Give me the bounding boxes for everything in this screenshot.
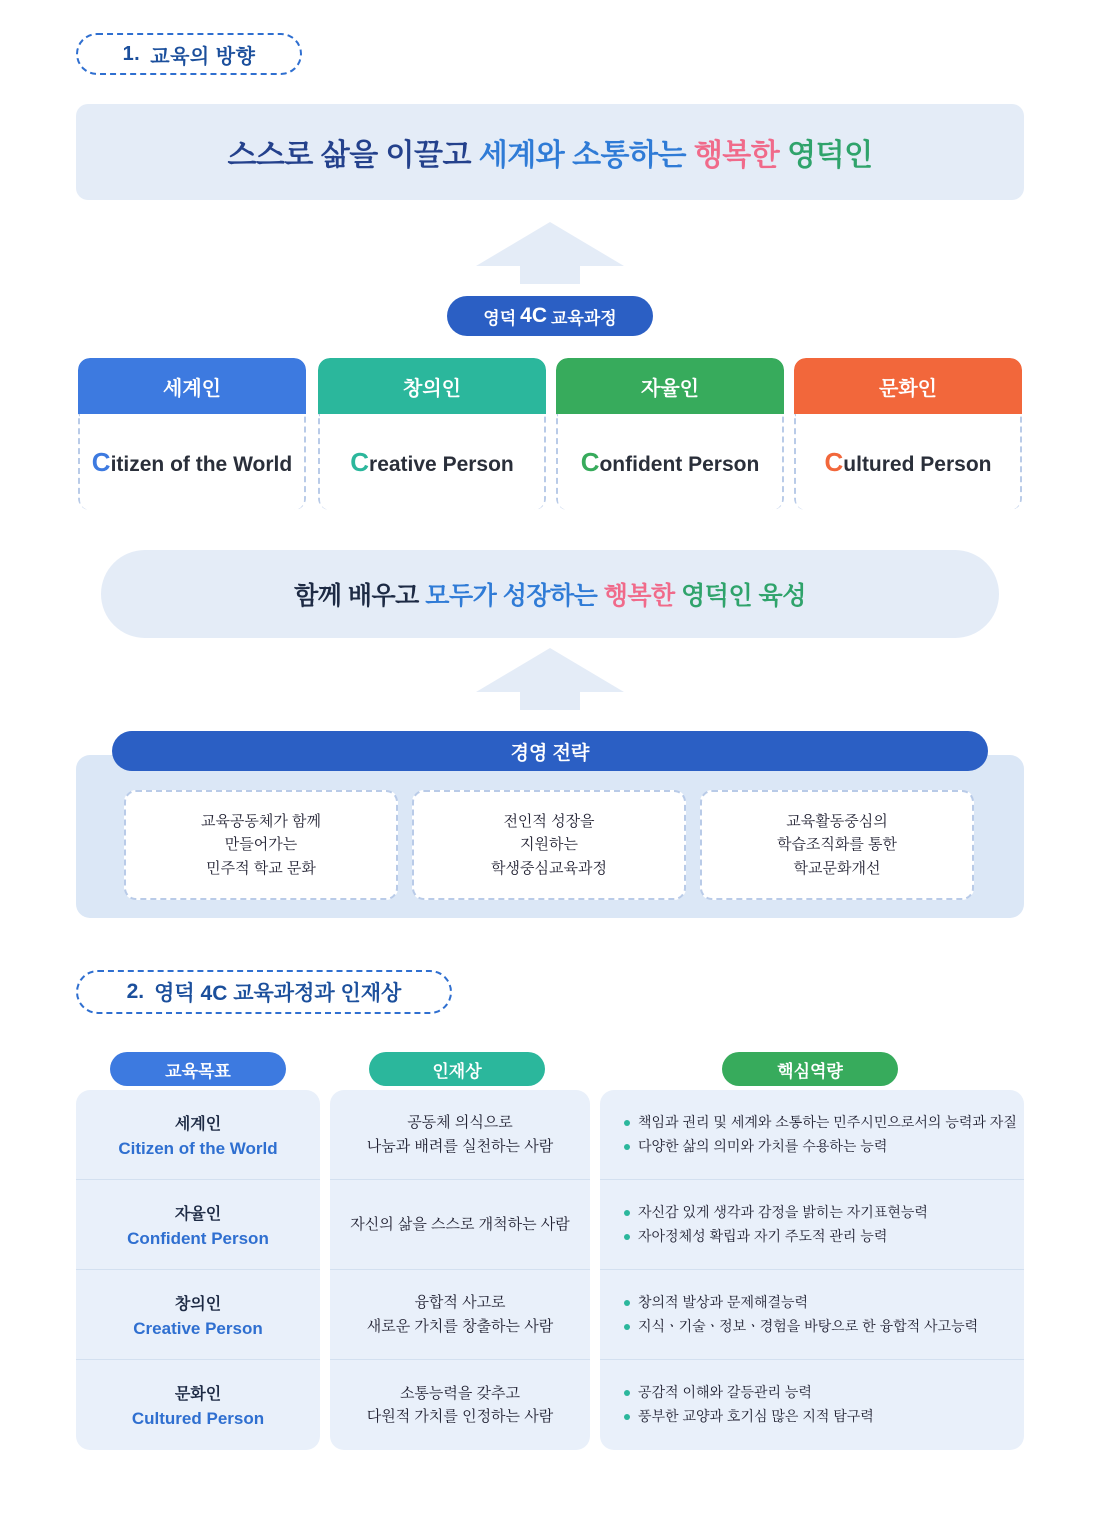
strategy-card-2-text xyxy=(491,810,607,880)
up-arrow-to-goal xyxy=(476,648,624,715)
notch-icon xyxy=(898,414,918,424)
table-row xyxy=(330,1180,590,1270)
section-2-number: 2. xyxy=(126,980,145,1003)
goal-english: Creative Person xyxy=(133,1318,263,1338)
up-arrow-to-vision xyxy=(476,222,624,289)
table-row xyxy=(76,1180,320,1270)
four-c-card-2-head: 자율인 xyxy=(556,358,784,414)
strategy-card-3-line-1: 교육활동중심의 xyxy=(786,813,888,831)
competency-column xyxy=(600,1090,1024,1450)
notch-icon xyxy=(422,414,442,424)
talent-text xyxy=(350,1213,570,1236)
strategy-card-3-text xyxy=(777,810,897,880)
goal-english: Cultured Person xyxy=(131,1409,265,1428)
competency-item: 풍부한 교양과 호기심 많은 지적 탐구력 xyxy=(622,1405,1002,1429)
strategy-card-3 xyxy=(700,790,974,900)
section-2-title: 영덕 4C 교육과정과 인재상 xyxy=(154,982,402,1005)
strategy-card-2-line-1: 전인적 성장을 xyxy=(503,813,595,831)
four-c-card-3-body xyxy=(794,414,1022,510)
four-c-card-3-english: Cultured Person xyxy=(824,446,992,477)
table-row xyxy=(600,1090,1024,1180)
strategy-card-1-text xyxy=(201,810,321,880)
table-row xyxy=(76,1270,320,1360)
competency-item: 자신감 있게 생각과 감정을 밝히는 자기표현능력 xyxy=(622,1201,1002,1225)
strategy-card-2-line-3: 학생중심교육과정 xyxy=(491,859,607,877)
goal-column xyxy=(76,1090,320,1450)
table-row xyxy=(330,1270,590,1360)
four-c-card-2-english: Confident Person xyxy=(580,446,760,477)
notch-icon xyxy=(182,414,202,424)
strategy-card-2-line-2: 지원하는 xyxy=(520,836,578,854)
column-header-competency: 핵심역량 xyxy=(722,1052,898,1086)
column-header-goal: 교육목표 xyxy=(110,1052,286,1086)
vision-part-3: 행복한 xyxy=(693,139,788,172)
curriculum-suffix: 교육과정 xyxy=(551,308,617,328)
strategy-card-1-line-3: 민주적 학교 문화 xyxy=(206,859,316,877)
talent-text xyxy=(367,1382,553,1429)
competency-item: 창의적 발상과 문제해결능력 xyxy=(622,1291,1002,1315)
strategy-card-1-line-2: 만들어가는 xyxy=(224,836,298,854)
talent-line-2: 다원적 가치를 인정하는 사람 xyxy=(366,1408,554,1425)
vision-part-2: 세계와 소통하는 xyxy=(478,139,694,172)
talent-text xyxy=(367,1291,553,1338)
four-c-card-0-english: Citizen of the World xyxy=(91,446,293,477)
section-tag-2 xyxy=(76,970,452,1014)
four-c-card-3-head: 문화인 xyxy=(794,358,1022,414)
four-c-card-1-head: 창의인 xyxy=(318,358,546,414)
four-c-card-1-english: Creative Person xyxy=(350,446,514,477)
goal-part-3: 행복한 xyxy=(603,582,682,610)
strategy-card-3-line-2: 학습조직화를 통한 xyxy=(776,836,898,854)
goal-korean: 창의인 xyxy=(174,1295,222,1313)
talent-line-2: 새로운 가치를 창출하는 사람 xyxy=(366,1317,554,1335)
table-row xyxy=(600,1180,1024,1270)
goal-banner xyxy=(101,550,999,638)
competency-item: 다양한 삶의 의미와 가치를 수용하는 능력 xyxy=(622,1135,1002,1159)
talent-text xyxy=(367,1111,553,1158)
notch-icon xyxy=(660,414,680,424)
section-tag-1 xyxy=(76,33,302,75)
talent-line-1: 자신의 삶을 스스로 개척하는 사람 xyxy=(350,1215,570,1233)
vision-part-4: 영덕인 xyxy=(787,139,873,172)
curriculum-label-pill xyxy=(447,296,653,336)
strategy-heading: 경영 전략 xyxy=(112,731,988,771)
strategy-card-1 xyxy=(124,790,398,900)
goal-korean: 자율인 xyxy=(174,1205,222,1223)
talent-line-1: 공동체 의식으로 xyxy=(407,1114,513,1132)
competency-item: 책임과 권리 및 세계와 소통하는 민주시민으로서의 능력과 자질 xyxy=(622,1111,1002,1135)
four-c-card-0-head: 세계인 xyxy=(78,358,306,414)
curriculum-emphasis: 4C xyxy=(520,304,547,327)
talent-line-1: 소통능력을 갖추고 xyxy=(399,1384,521,1402)
four-c-card-cultured xyxy=(794,358,1022,510)
vision-statement xyxy=(227,130,872,174)
talent-column xyxy=(330,1090,590,1450)
vision-part-1: 스스로 삶을 이끌고 xyxy=(227,139,479,172)
four-c-card-0-body xyxy=(78,414,306,510)
four-c-card-confident xyxy=(556,358,784,510)
curriculum-prefix: 영덕 xyxy=(483,308,517,328)
talent-line-1: 융합적 사고로 xyxy=(414,1294,506,1312)
goal-part-4: 영덕인 육성 xyxy=(681,582,806,610)
four-c-card-creative xyxy=(318,358,546,510)
four-c-card-2-body xyxy=(556,414,784,510)
competency-item: 공감적 이해와 갈등관리 능력 xyxy=(622,1381,1002,1405)
section-1-title: 교육의 방향 xyxy=(150,45,256,68)
competency-item: 지식ㆍ기술ㆍ정보ㆍ경험을 바탕으로 한 융합적 사고능력 xyxy=(622,1315,1002,1339)
table-row xyxy=(600,1360,1024,1450)
four-c-card-1-body xyxy=(318,414,546,510)
goal-korean: 세계인 xyxy=(174,1115,222,1133)
competency-item: 자아정체성 확립과 자기 주도적 관리 능력 xyxy=(622,1225,1002,1249)
talent-line-2: 나눔과 배려를 실천하는 사람 xyxy=(366,1137,554,1155)
strategy-card-1-line-1: 교육공동체가 함께 xyxy=(200,813,322,831)
goal-korean: 문화인 xyxy=(174,1386,222,1403)
section-1-number: 1. xyxy=(122,42,141,65)
goal-statement xyxy=(294,576,806,612)
goal-part-2: 모두가 성장하는 xyxy=(425,582,604,610)
goal-english: Confident Person xyxy=(127,1228,269,1248)
column-header-talent: 인재상 xyxy=(369,1052,545,1086)
table-row xyxy=(330,1360,590,1450)
strategy-card-2 xyxy=(412,790,686,900)
table-row xyxy=(330,1090,590,1180)
table-row xyxy=(76,1090,320,1180)
table-row xyxy=(76,1360,320,1450)
goal-part-1: 함께 배우고 xyxy=(294,582,426,610)
four-c-card-citizen xyxy=(78,358,306,510)
strategy-card-3-line-3: 학교문화개선 xyxy=(793,859,881,877)
goal-english: Citizen of the World xyxy=(118,1138,278,1158)
vision-banner xyxy=(76,104,1024,200)
table-row xyxy=(600,1270,1024,1360)
